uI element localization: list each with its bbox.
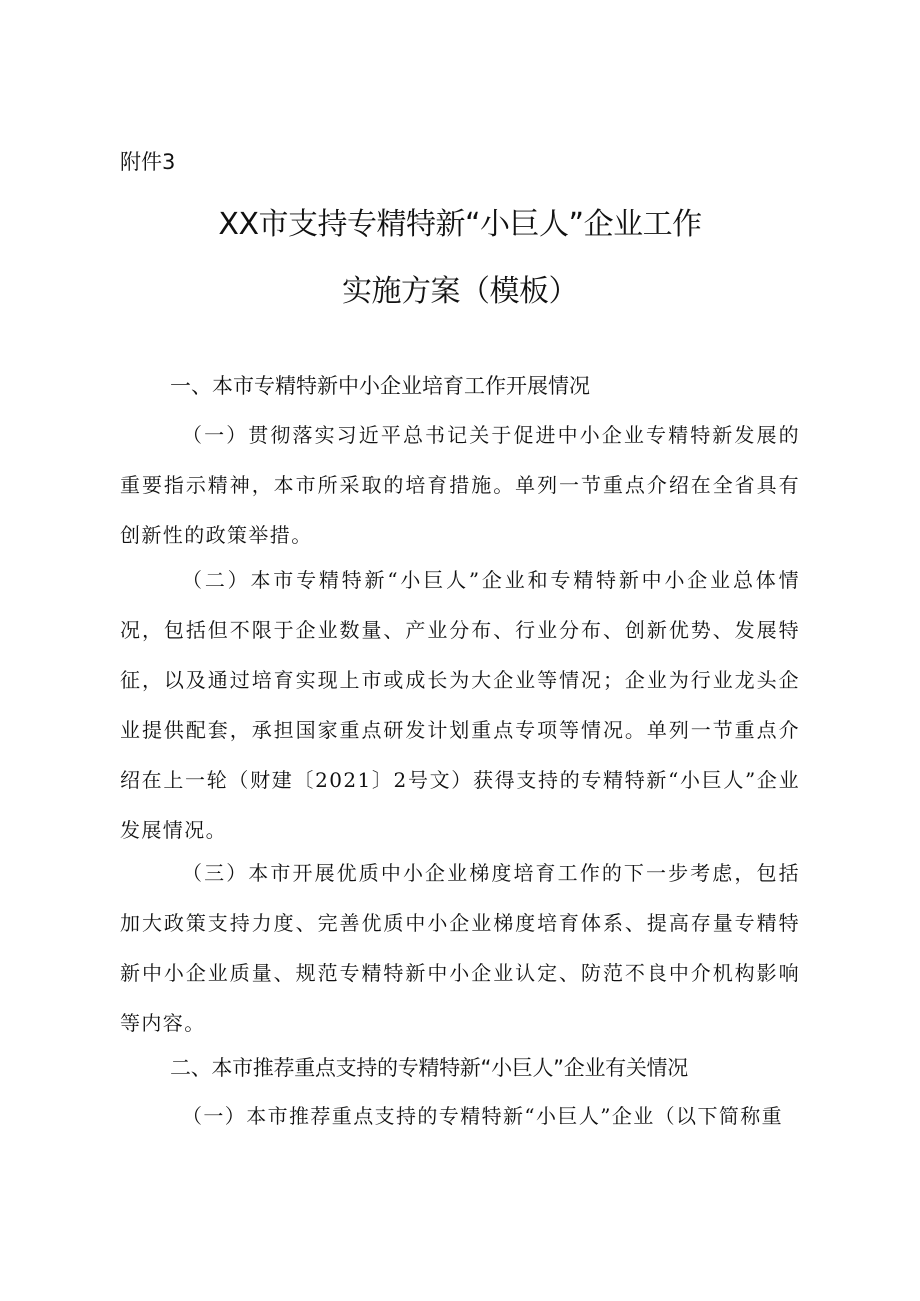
section-2-heading: 二、本市推荐重点支持的专精特新“小巨人”企业有关情况 bbox=[170, 1056, 688, 1080]
section-2-paragraph-1: （一）本市推荐重点支持的专精特新“小巨人”企业（以下简称重 bbox=[182, 1104, 784, 1128]
document-title-line-1: XX市支持专精特新“小巨人”企业工作 bbox=[218, 207, 702, 242]
section-1-paragraph-2: （二）本市专精特新“小巨人”企业和专精特新中小企业总体情况，包括但不限于企业数量、产业分布、行业分布、创新优势、发展特征，以及通过培育实现上市或成长为大企业等情况；企业为行业龙头企业提供配套，承担国家重点研发计划重点专项等情况。单列一节重点介绍在上一轮（财建〔2021〕2号文）获得支持的专精特新“小巨人”企业发展情况。 bbox=[120, 568, 800, 842]
document-title-line-2: 实施方案（模板） bbox=[342, 274, 578, 309]
section-1-heading: 一、本市专精特新中小企业培育工作开展情况 bbox=[170, 374, 590, 398]
attachment-label: 附件3 bbox=[120, 150, 176, 174]
section-1-paragraph-3: （三）本市开展优质中小企业梯度培育工作的下一步考虑，包括加大政策支持力度、完善优质中小企业梯度培育体系、提高存量专精特新中小企业质量、规范专精特新中小企业认定、防范不良中介机构影响等内容。 bbox=[120, 861, 800, 1035]
section-1-paragraph-1: （一）贯彻落实习近平总书记关于促进中小企业专精特新发展的重要指示精神，本市所采取的培育措施。单列一节重点介绍在全省具有创新性的政策举措。 bbox=[120, 423, 800, 547]
